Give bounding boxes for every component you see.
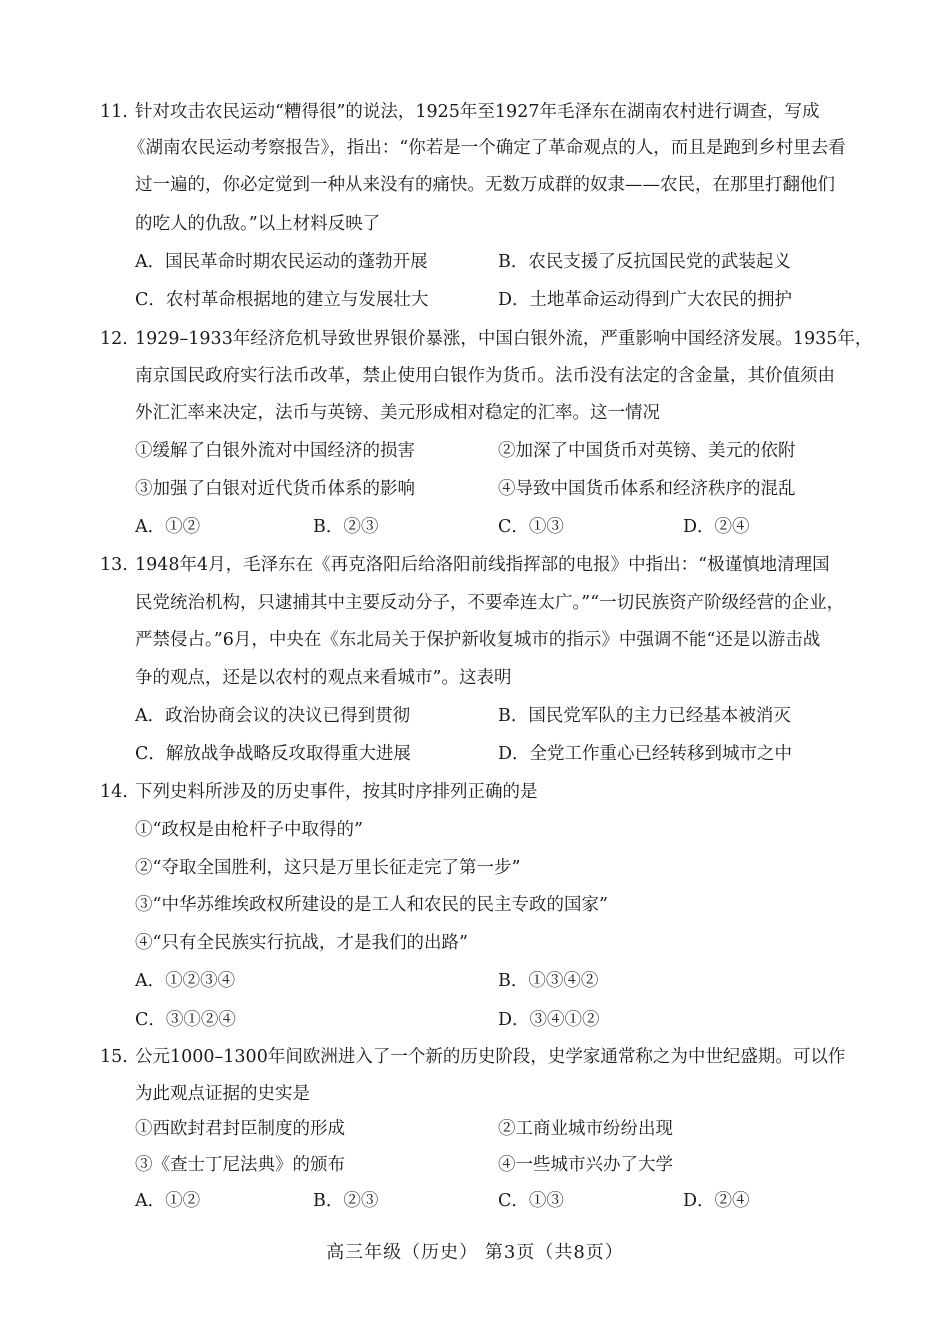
option-b[interactable]: B．②③ xyxy=(313,517,379,537)
question-stem-line: 过一遍的，你必定觉到一种从来没有的痛快。无数万成群的奴隶——农民，在那里打翻他们 xyxy=(135,175,835,195)
question-stem-line: 的吃人的仇敌。”以上材料反映了 xyxy=(135,214,381,234)
statement-2: ②加深了中国货币对英镑、美元的依附 xyxy=(498,441,796,461)
question-number: 13. xyxy=(100,555,128,575)
option-d[interactable]: D．土地革命运动得到广大农民的拥护 xyxy=(498,290,793,310)
option-b[interactable]: B．①③④② xyxy=(498,971,599,991)
question-stem-line: 严禁侵占。”6月，中央在《东北局关于保护新收复城市的指示》中强调不能“还是以游击战 xyxy=(135,630,821,650)
question-stem-line: 下列史料所涉及的历史事件，按其时序排列正确的是 xyxy=(135,782,538,802)
statement-2: ②工商业城市纷纷出现 xyxy=(498,1119,673,1139)
question-stem-line: 公元1000–1300年间欧洲进入了一个新的历史阶段，史学家通常称之为中世纪盛期。可以作 xyxy=(135,1047,846,1067)
option-c[interactable]: C．①③ xyxy=(498,517,564,537)
option-c[interactable]: C．农村革命根据地的建立与发展壮大 xyxy=(135,290,429,310)
question-stem-line: 外汇汇率来决定，法币与英镑、美元形成相对稳定的汇率。这一情况 xyxy=(135,403,660,423)
option-d[interactable]: D．③④①② xyxy=(498,1010,600,1030)
question-stem-line: 为此观点证据的史实是 xyxy=(135,1084,310,1104)
statement-3: ③《查士丁尼法典》的颁布 xyxy=(135,1155,345,1175)
option-c[interactable]: C．解放战争战略反攻取得重大进展 xyxy=(135,744,411,764)
statement-1: ①“政权是由枪杆子中取得的” xyxy=(135,820,363,840)
page-footer: 高三年级（历史） 第3页（共8页） xyxy=(326,1242,624,1263)
option-b[interactable]: B．国民党军队的主力已经基本被消灭 xyxy=(498,706,791,726)
question-number: 12. xyxy=(100,329,128,349)
question-stem-line: 南京国民政府实行法币改革，禁止使用白银作为货币。法币没有法定的含金量，其价值须由 xyxy=(135,366,835,386)
statement-1: ①缓解了白银外流对中国经济的损害 xyxy=(135,441,415,461)
option-a[interactable]: A．政治协商会议的决议已得到贯彻 xyxy=(135,706,411,726)
option-a[interactable]: A．国民革命时期农民运动的蓬勃开展 xyxy=(135,252,428,272)
question-number: 11. xyxy=(100,102,128,122)
option-d[interactable]: D．全党工作重心已经转移到城市之中 xyxy=(498,744,793,764)
question-stem-line: 1929–1933年经济危机导致世界银价暴涨，中国白银外流，严重影响中国经济发展。1935年， xyxy=(135,329,873,349)
option-a[interactable]: A．①② xyxy=(135,1191,201,1211)
option-d[interactable]: D．②④ xyxy=(683,517,750,537)
statement-4: ④“只有全民族实行抗战，才是我们的出路” xyxy=(135,933,468,953)
question-stem-line: 1948年4月，毛泽东在《再克洛阳后给洛阳前线指挥部的电报》中指出：“极谨慎地清理国 xyxy=(135,555,830,575)
statement-3: ③“中华苏维埃政权所建设的是工人和农民的民主专政的国家” xyxy=(135,895,608,915)
statement-2: ②“夺取全国胜利，这只是万里长征走完了第一步” xyxy=(135,858,521,878)
statement-1: ①西欧封君封臣制度的形成 xyxy=(135,1119,345,1139)
statement-4: ④一些城市兴办了大学 xyxy=(498,1155,673,1175)
option-a[interactable]: A．①② xyxy=(135,517,201,537)
question-stem-line: 争的观点，还是以农村的观点来看城市”。这表明 xyxy=(135,668,512,688)
option-b[interactable]: B．②③ xyxy=(313,1191,379,1211)
option-c[interactable]: C．③①②④ xyxy=(135,1010,236,1030)
question-stem-line: 《湖南农民运动考察报告》，指出：“你若是一个确定了革命观点的人，而且是跑到乡村里去看 xyxy=(128,138,846,158)
question-stem-line: 民党统治机构，只逮捕其中主要反动分子，不要牵连太广。”“一切民族资产阶级经营的企业， xyxy=(135,593,845,613)
question-number: 14. xyxy=(100,782,128,802)
option-b[interactable]: B．农民支援了反抗国民党的武装起义 xyxy=(498,252,791,272)
statement-4: ④导致中国货币体系和经济秩序的混乱 xyxy=(498,479,796,499)
option-c[interactable]: C．①③ xyxy=(498,1191,564,1211)
option-a[interactable]: A．①②③④ xyxy=(135,971,236,991)
statement-3: ③加强了白银对近代货币体系的影响 xyxy=(135,479,415,499)
option-d[interactable]: D．②④ xyxy=(683,1191,750,1211)
question-stem-line: 针对攻击农民运动“糟得很”的说法，1925年至1927年毛泽东在湖南农村进行调查，写成 xyxy=(135,102,820,122)
question-number: 15. xyxy=(100,1047,128,1067)
